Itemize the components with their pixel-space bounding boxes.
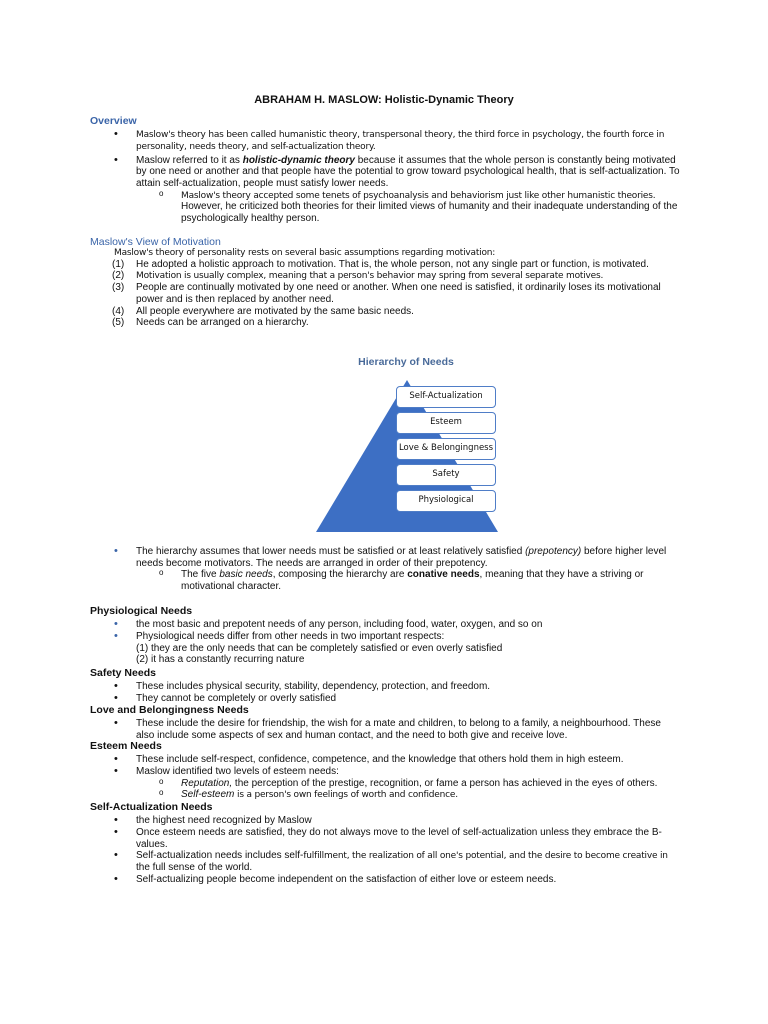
love-section	[90, 704, 680, 742]
list-item: • Maslow's theory has been called humanistic theory, transpersonal theory, the third force in psychology, the fourth force in personality, needs theory, and self-actualization theory.	[90, 129, 680, 152]
list-item: • These includes physical security, stability, dependency, protection, and freedom.	[90, 681, 680, 693]
item-number: (2)	[112, 270, 125, 282]
esteem-heading: Esteem Needs	[90, 740, 162, 752]
list-item: • Physiological needs differ from other needs in two important respects: (1) they are the only needs that can be completely satisfied or even overly satisfied (2) it has a constantly recurring nature	[90, 631, 680, 666]
diagram-title: Hierarchy of Needs	[358, 356, 454, 368]
physiological-section	[90, 605, 680, 666]
esteem-section	[90, 740, 680, 801]
level-box: Physiological	[396, 490, 496, 512]
motivation-section	[90, 236, 680, 329]
list-item	[90, 259, 680, 271]
list-item: o Self-esteem is a person's own feelings of worth and confidence.	[135, 789, 680, 801]
list-item: o Reputation, the perception of the prestige, recognition, or fame a person has achieved in the eyes of others.	[135, 778, 680, 790]
list-item: • Self-actualization needs includes self-fulfillment, the realization of all one's potential, and the desire to become creative in the full sense of the world.	[90, 850, 680, 873]
safety-heading: Safety Needs	[90, 667, 156, 679]
list-item: • Maslow referred to it as holistic-dynamic theory because it assumes that the whole person is constantly being motivated by one need or another and that people have the potential to grow toward psychological health, that is self-actualization. To attain self-actualization, people must satisfy lower needs.	[90, 155, 680, 190]
level-box: Safety	[396, 464, 496, 486]
list-item: • the most basic and prepotent needs of any person, including food, water, oxygen, and so on	[90, 619, 680, 631]
item-text: All people everywhere are motivated by the same basic needs.	[136, 305, 414, 317]
hierarchy-section	[90, 546, 680, 593]
item-text: Needs can be arranged on a hierarchy.	[136, 317, 309, 329]
list-item: • Maslow identified two levels of esteem needs:	[90, 766, 680, 778]
item-number: (3)	[112, 282, 125, 294]
list-item: • These include self-respect, confidence, competence, and the knowledge that others hold them in high esteem.	[90, 754, 680, 766]
list-item: • These include the desire for friendship, the wish for a mate and children, to belong to a family, a neighbourhood. These also include some aspects of sex and human contact, and the need to both give and receive love.	[90, 718, 680, 741]
list-item: o The five basic needs, composing the hierarchy are conative needs, meaning that they have a striving or motivational character.	[135, 569, 680, 592]
list-item: • The hierarchy assumes that lower needs must be satisfied or at least relatively satisfied (prepotency) before higher level needs become motivators. The needs are arranged in order of their prepotency.	[90, 546, 680, 569]
motivation-heading: Maslow's View of Motivation	[90, 236, 221, 248]
overview-heading: Overview	[90, 115, 137, 127]
level-box: Esteem	[396, 412, 496, 434]
physiological-heading: Physiological Needs	[90, 605, 193, 617]
level-box: Love & Belongingness	[396, 438, 496, 460]
overview-section	[90, 115, 680, 225]
list-item: • the highest need recognized by Maslow	[90, 815, 680, 827]
list-item: • Once esteem needs are satisfied, they do not always move to the level of self-actualization unless they embrace the B-values.	[90, 827, 680, 850]
list-item	[90, 306, 680, 318]
hierarchy-diagram	[300, 352, 520, 534]
document-title: ABRAHAM H. MASLOW: Holistic-Dynamic Theory	[254, 94, 514, 106]
safety-section	[90, 667, 680, 705]
motivation-intro: Maslow's theory of personality rests on several basic assumptions regarding motivation:	[114, 248, 496, 259]
item-text: Motivation is usually complex, meaning that a person's behavior may spring from several separate motives.	[136, 271, 604, 282]
item-text: He adopted a holistic approach to motivation. That is, the whole person, not any single part or function, is motivated.	[136, 258, 649, 270]
love-heading: Love and Belongingness Needs	[90, 704, 249, 716]
motivation-list	[90, 259, 680, 329]
list-item	[90, 270, 680, 282]
item-number: (5)	[112, 317, 125, 329]
list-item: • Self-actualizing people become independent on the satisfaction of either love or esteem needs.	[90, 874, 680, 886]
list-item	[90, 317, 680, 329]
level-box: Self-Actualization	[396, 386, 496, 408]
list-item: o Maslow's theory accepted some tenets of psychoanalysis and behaviorism just like other humanistic theories. However, he criticized both theories for their limited views of humanity and their inadequate understanding of the psychologically healthy person.	[135, 190, 680, 225]
item-number: (1)	[112, 258, 125, 270]
list-item: • They cannot be completely or overly satisfied	[90, 693, 680, 705]
item-number: (4)	[112, 305, 125, 317]
self-actualization-heading: Self-Actualization Needs	[90, 801, 213, 813]
self-actualization-section	[90, 801, 680, 885]
item-text: People are continually motivated by one need or another. When one need is satisfied, it ordinarily loses its motivational power and is then replaced by another need.	[136, 282, 661, 305]
list-item	[90, 282, 680, 305]
